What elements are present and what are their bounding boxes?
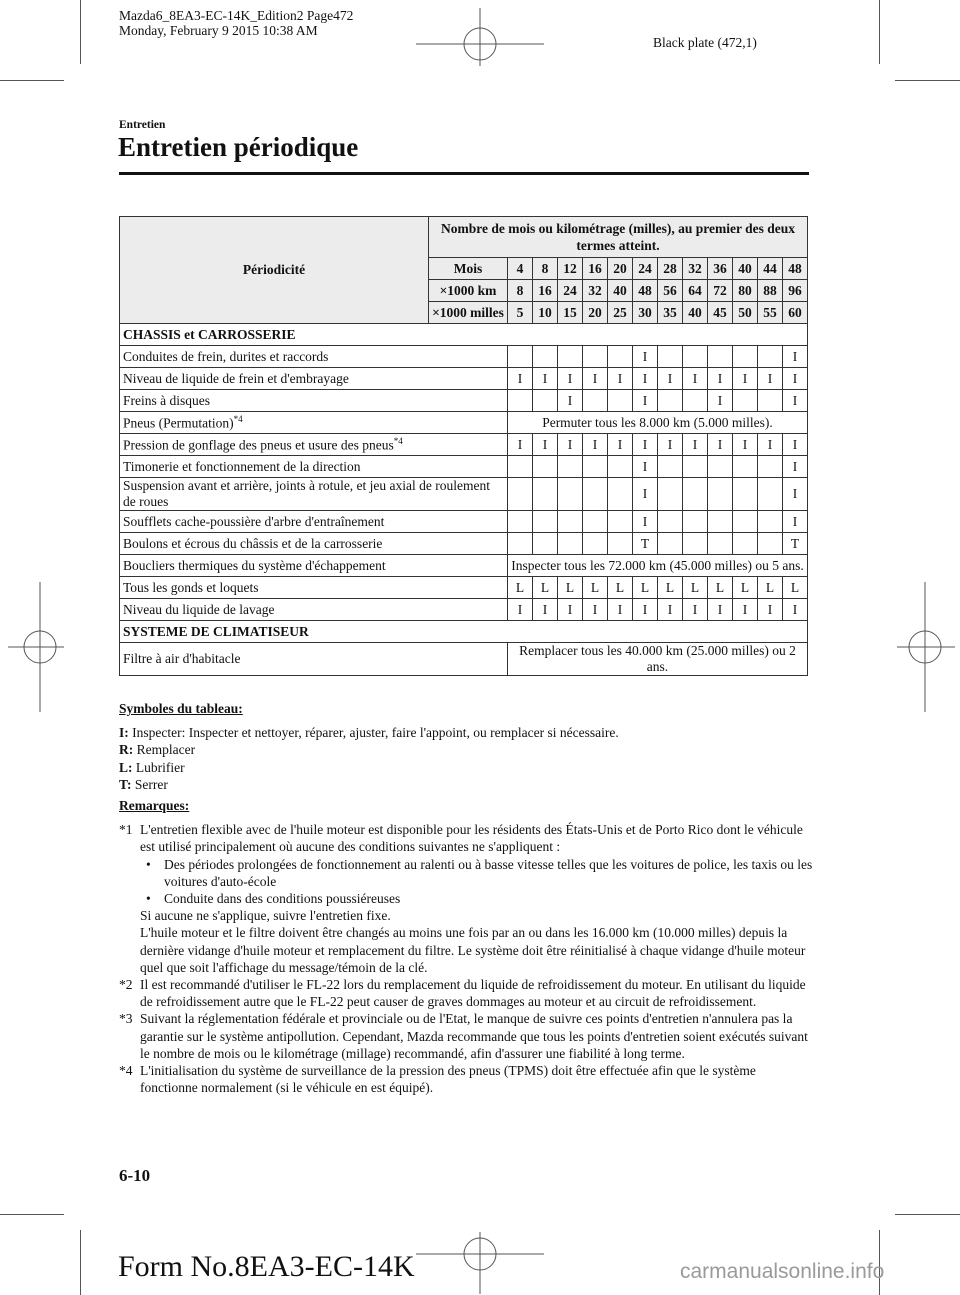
crop-mark (895, 80, 960, 81)
symbol-text: Lubrifier (132, 759, 185, 775)
mark-cell: I (657, 368, 682, 390)
category-row (120, 621, 808, 643)
mark-cell (582, 511, 607, 533)
mark-cell (732, 533, 757, 555)
mark-cell (682, 456, 707, 478)
item-cell (120, 390, 508, 412)
mark-cell: I (532, 368, 557, 390)
mark-cell (582, 390, 607, 412)
mark-cell: I (632, 346, 657, 368)
mark-cell: I (657, 599, 682, 621)
mark-cell (707, 346, 732, 368)
mark-cell: I (582, 599, 607, 621)
plate-label: Black plate (472,1) (653, 35, 757, 50)
crop-mark (80, 1230, 81, 1295)
symbol-item (119, 776, 619, 793)
mark-cell: I (707, 434, 732, 456)
print-header (119, 8, 353, 38)
table-row (120, 456, 808, 478)
item-name: Suspension avant et arrière, joints à rotule, et jeu axial de roulement de roues (123, 478, 491, 509)
mark-cell: I (532, 434, 557, 456)
mark-cell: I (782, 511, 807, 533)
print-header-date: Monday, February 9 2015 10:38 AM (119, 23, 318, 38)
remark-bullet (140, 890, 814, 907)
item-name: Conduites de frein, durites et raccords (123, 348, 329, 364)
mark-cell (532, 390, 557, 412)
mark-cell: I (682, 599, 707, 621)
interval-label: ×1000 km (428, 280, 507, 302)
mark-cell (682, 390, 707, 412)
item-cell (120, 643, 508, 676)
mark-cell (507, 478, 532, 511)
interval-value: 10 (532, 302, 557, 324)
item-cell (120, 577, 508, 599)
table-row (120, 577, 808, 599)
item-cell (120, 533, 508, 555)
mark-cell: I (707, 390, 732, 412)
table-row (120, 346, 808, 368)
mark-cell: I (782, 599, 807, 621)
mark-cell (607, 346, 632, 368)
symbol-item (119, 724, 619, 741)
print-header-file: Mazda6_8EA3-EC-14K_Edition2 Page472 (119, 8, 354, 23)
item-cell (120, 346, 508, 368)
mark-cell (757, 346, 782, 368)
symbol-text: Serrer (131, 776, 168, 792)
mark-cell: L (782, 577, 807, 599)
mark-cell (757, 511, 782, 533)
table-row (120, 599, 808, 621)
mark-cell: I (782, 346, 807, 368)
symbol-key: T: (119, 776, 132, 792)
item-name: Tous les gonds et loquets (123, 579, 259, 595)
crop-mark (0, 80, 64, 81)
item-name: Pneus (Permutation) (123, 415, 234, 431)
mark-cell (682, 533, 707, 555)
mark-cell (507, 456, 532, 478)
bullet-text: Conduite dans des conditions poussiéreuses (164, 891, 401, 907)
mark-cell (682, 478, 707, 511)
mark-cell (732, 390, 757, 412)
mark-cell: T (782, 533, 807, 555)
interval-value: 15 (557, 302, 582, 324)
remark-text: L'entretien flexible avec de l'huile moteur est disponible pour les résidents des États-Unis et de Porto Rico dont le véhicule est utilisé principalement où aucune des conditions suivantes ne s'appliquent : (140, 822, 803, 855)
interval-value: 72 (707, 280, 732, 302)
header-row (120, 217, 808, 258)
mark-cell: I (782, 368, 807, 390)
span-instruction: Permuter tous les 8.000 km (5.000 milles). (507, 412, 807, 434)
mark-cell: L (632, 577, 657, 599)
registration-mark-icon (895, 580, 957, 715)
interval-value: 8 (507, 280, 532, 302)
interval-value: 35 (657, 302, 682, 324)
mark-cell (532, 456, 557, 478)
mark-cell (657, 456, 682, 478)
mark-cell (557, 478, 582, 511)
symbol-item (119, 759, 619, 776)
mark-cell (707, 511, 732, 533)
mark-cell: I (557, 368, 582, 390)
remark-note (119, 821, 814, 976)
mark-cell: I (782, 478, 807, 511)
mark-cell (657, 478, 682, 511)
mark-cell: I (682, 368, 707, 390)
item-cell (120, 412, 508, 434)
mark-cell: I (557, 599, 582, 621)
footnote-ref: *4 (233, 413, 243, 424)
mark-cell: I (632, 368, 657, 390)
mark-cell (507, 390, 532, 412)
item-cell (120, 511, 508, 533)
interval-value: 64 (682, 280, 707, 302)
table-row (120, 412, 808, 434)
item-cell (120, 599, 508, 621)
mark-cell (557, 511, 582, 533)
mark-cell (532, 478, 557, 511)
interval-value: 12 (557, 258, 582, 280)
mark-cell: I (532, 599, 557, 621)
mark-cell: I (632, 599, 657, 621)
mark-cell: I (782, 434, 807, 456)
interval-value: 40 (682, 302, 707, 324)
registration-mark-icon (414, 1230, 548, 1295)
table-row (120, 478, 808, 511)
mark-cell (582, 478, 607, 511)
symbol-key: R: (119, 742, 134, 758)
crop-mark (80, 0, 81, 64)
mark-cell (707, 533, 732, 555)
mark-cell: I (507, 434, 532, 456)
mark-cell (757, 390, 782, 412)
mark-cell: I (707, 368, 732, 390)
mark-cell (682, 346, 707, 368)
item-name: Boucliers thermiques du système d'échappement (123, 557, 386, 573)
mark-cell (507, 511, 532, 533)
mark-cell (507, 533, 532, 555)
mark-cell (582, 346, 607, 368)
mark-cell: I (632, 511, 657, 533)
mark-cell: T (632, 533, 657, 555)
interval-value: 80 (732, 280, 757, 302)
item-cell (120, 368, 508, 390)
interval-label: Mois (428, 258, 507, 280)
mark-cell: I (557, 434, 582, 456)
interval-value: 55 (757, 302, 782, 324)
item-cell (120, 456, 508, 478)
item-cell (120, 555, 508, 577)
table-row (120, 434, 808, 456)
mark-cell: L (732, 577, 757, 599)
interval-value: 40 (607, 280, 632, 302)
mark-cell: L (507, 577, 532, 599)
mark-cell: I (782, 390, 807, 412)
interval-value: 20 (582, 302, 607, 324)
crop-mark (0, 1214, 64, 1215)
remarks-heading: Remarques: (119, 798, 190, 813)
registration-mark-icon (414, 4, 548, 68)
interval-value: 5 (507, 302, 532, 324)
span-instruction: Remplacer tous les 40.000 km (25.000 milles) ou 2 ans. (507, 643, 807, 676)
mark-cell: I (757, 368, 782, 390)
interval-value: 24 (632, 258, 657, 280)
mark-cell: I (607, 599, 632, 621)
remark-note (119, 1010, 814, 1062)
mark-cell: I (732, 599, 757, 621)
mark-cell (732, 511, 757, 533)
interval-value: 40 (732, 258, 757, 280)
remarks (119, 797, 814, 1096)
table-row (120, 643, 808, 676)
mark-cell: I (632, 456, 657, 478)
category-row (120, 324, 808, 346)
interval-value: 45 (707, 302, 732, 324)
remark-marker: *1 (119, 822, 133, 838)
remark-paragraph: Si aucune ne s'applique, suivre l'entretien fixe. (140, 908, 391, 924)
symbol-key: L: (119, 759, 133, 775)
mark-cell (657, 390, 682, 412)
symbols-legend (119, 700, 619, 793)
interval-value: 60 (782, 302, 807, 324)
mark-cell (757, 456, 782, 478)
item-name: Boulons et écrous du châssis et de la carrosserie (123, 535, 383, 551)
interval-value: 96 (782, 280, 807, 302)
maintenance-schedule-table (119, 216, 808, 676)
mark-cell (607, 456, 632, 478)
mark-cell: L (557, 577, 582, 599)
interval-value: 25 (607, 302, 632, 324)
interval-value: 48 (632, 280, 657, 302)
mark-cell (732, 456, 757, 478)
symbol-item (119, 741, 619, 758)
interval-value: 32 (682, 258, 707, 280)
mark-cell (582, 533, 607, 555)
mark-cell: L (707, 577, 732, 599)
mark-cell (657, 346, 682, 368)
mark-cell: L (582, 577, 607, 599)
interval-value: 56 (657, 280, 682, 302)
item-name: Niveau de liquide de frein et d'embrayage (123, 370, 349, 386)
interval-value: 88 (757, 280, 782, 302)
bullet-icon: • (146, 891, 151, 907)
mark-cell (757, 478, 782, 511)
category-title: SYSTEME DE CLIMATISEUR (120, 621, 808, 643)
remark-note (119, 1062, 814, 1096)
interval-value: 48 (782, 258, 807, 280)
mark-cell (657, 511, 682, 533)
remark-text: Il est recommandé d'utiliser le FL-22 lors du remplacement du liquide de refroidissement du moteur. En utilisant du liquide de refroidissement autre que le FL-22 peut causer de graves dommages au moteur et au circuit de refroidissement. (140, 977, 806, 1010)
mark-cell: I (632, 478, 657, 511)
item-name: Freins à disques (123, 392, 210, 408)
interval-value: 16 (532, 280, 557, 302)
mark-cell (557, 533, 582, 555)
item-cell (120, 434, 508, 456)
item-name: Niveau du liquide de lavage (123, 601, 275, 617)
mark-cell (682, 511, 707, 533)
interval-value: 30 (632, 302, 657, 324)
table-row (120, 511, 808, 533)
item-name: Soufflets cache-poussière d'arbre d'entraînement (123, 513, 385, 529)
interval-value: 32 (582, 280, 607, 302)
watermark[interactable]: carmanualsonline.info (680, 1260, 885, 1283)
mark-cell: I (657, 434, 682, 456)
mark-cell (707, 478, 732, 511)
mark-cell: I (507, 368, 532, 390)
page-title: Entretien périodique (118, 132, 359, 162)
mark-cell: L (682, 577, 707, 599)
remark-marker: *4 (119, 1063, 133, 1079)
mark-cell: L (657, 577, 682, 599)
mark-cell: I (632, 434, 657, 456)
mark-cell (707, 456, 732, 478)
mark-cell: L (532, 577, 557, 599)
mark-cell: I (557, 390, 582, 412)
mark-cell: I (757, 434, 782, 456)
mark-cell: I (782, 456, 807, 478)
remark-text: L'initialisation du système de surveillance de la pression des pneus (TPMS) doit être effectuée afin que le système fonctionne normalement (si le véhicule en est équipé). (140, 1063, 756, 1096)
mark-cell (607, 533, 632, 555)
mark-cell (732, 478, 757, 511)
footnote-ref: *4 (393, 435, 403, 446)
interval-label: ×1000 milles (428, 302, 507, 324)
symbol-key: I: (119, 725, 129, 741)
interval-value: 8 (532, 258, 557, 280)
remark-marker: *3 (119, 1011, 133, 1027)
bullet-text: Des périodes prolongées de fonctionnement au ralenti ou à basse vitesse telles que les voitures de police, les taxis ou les voitures d'auto-école (164, 856, 813, 889)
form-number: Form No.8EA3-EC-14K (118, 1250, 415, 1283)
category-title: CHASSIS et CARROSSERIE (120, 324, 808, 346)
interval-span-header: Nombre de mois ou kilométrage (milles), au premier des deux termes atteint. (428, 217, 807, 258)
page-number: 6-10 (119, 1166, 151, 1185)
interval-value: 4 (507, 258, 532, 280)
mark-cell (757, 533, 782, 555)
mark-cell: I (707, 599, 732, 621)
mark-cell (732, 346, 757, 368)
periodicity-header: Périodicité (120, 217, 429, 324)
table-row (120, 533, 808, 555)
table-row (120, 368, 808, 390)
mark-cell: I (682, 434, 707, 456)
mark-cell: L (757, 577, 782, 599)
registration-mark-icon (6, 580, 66, 715)
mark-cell (607, 478, 632, 511)
item-cell (120, 478, 508, 511)
mark-cell (507, 346, 532, 368)
symbol-text: Inspecter: Inspecter et nettoyer, réparer, ajuster, faire l'appoint, ou remplacer si nécessaire. (128, 725, 619, 741)
interval-value: 44 (757, 258, 782, 280)
mark-cell (607, 511, 632, 533)
mark-cell (557, 456, 582, 478)
mark-cell (532, 533, 557, 555)
mark-cell: I (582, 434, 607, 456)
mark-cell: I (732, 434, 757, 456)
interval-value: 20 (607, 258, 632, 280)
mark-cell (532, 511, 557, 533)
remark-text: Suivant la réglementation fédérale et provinciale ou de l'Etat, le manque de suivre ces points d'entretien n'annulera pas la garantie sur le système antipollution. Cependant, Mazda recommande que tous les points d'entretien soient exécutés suivant le nombre de mois ou le kilométrage (millage) recommandé, afin d'assurer une fiabilité à long terme. (140, 1011, 808, 1061)
mark-cell (582, 456, 607, 478)
span-instruction: Inspecter tous les 72.000 km (45.000 milles) ou 5 ans. (507, 555, 807, 577)
remark-note (119, 976, 814, 1010)
table-row (120, 390, 808, 412)
remark-marker: *2 (119, 977, 133, 993)
title-rule (119, 172, 809, 175)
mark-cell: I (632, 390, 657, 412)
mark-cell: I (607, 434, 632, 456)
interval-value: 24 (557, 280, 582, 302)
mark-cell (657, 533, 682, 555)
remark-bullet (140, 856, 814, 890)
crop-mark (895, 1214, 960, 1215)
bullet-icon: • (146, 856, 151, 872)
remark-paragraph: L'huile moteur et le filtre doivent être changés au moins une fois par an ou dans les 16.000 km (10.000 milles) depuis la dernière vidange d'huile moteur et remplacement du filtre. Le système doit être réinitialisé à chaque vidange d'huile moteur quel que soit l'affichage du message/témoin de la clé. (140, 925, 806, 975)
table-row (120, 555, 808, 577)
mark-cell (532, 346, 557, 368)
mark-cell: I (607, 368, 632, 390)
mark-cell (557, 346, 582, 368)
interval-value: 28 (657, 258, 682, 280)
interval-value: 50 (732, 302, 757, 324)
symbol-text: Remplacer (133, 742, 196, 758)
mark-cell: I (582, 368, 607, 390)
item-name: Pression de gonflage des pneus et usure des pneus (123, 437, 394, 453)
item-name: Filtre à air d'habitacle (123, 651, 241, 666)
interval-value: 36 (707, 258, 732, 280)
mark-cell: I (757, 599, 782, 621)
mark-cell: I (507, 599, 532, 621)
interval-value: 16 (582, 258, 607, 280)
section-label: Entretien (119, 119, 166, 131)
symbols-heading: Symboles du tableau: (119, 701, 243, 716)
item-name: Timonerie et fonctionnement de la direction (123, 458, 361, 474)
mark-cell: L (607, 577, 632, 599)
crop-mark (879, 0, 880, 64)
mark-cell: I (732, 368, 757, 390)
mark-cell (607, 390, 632, 412)
